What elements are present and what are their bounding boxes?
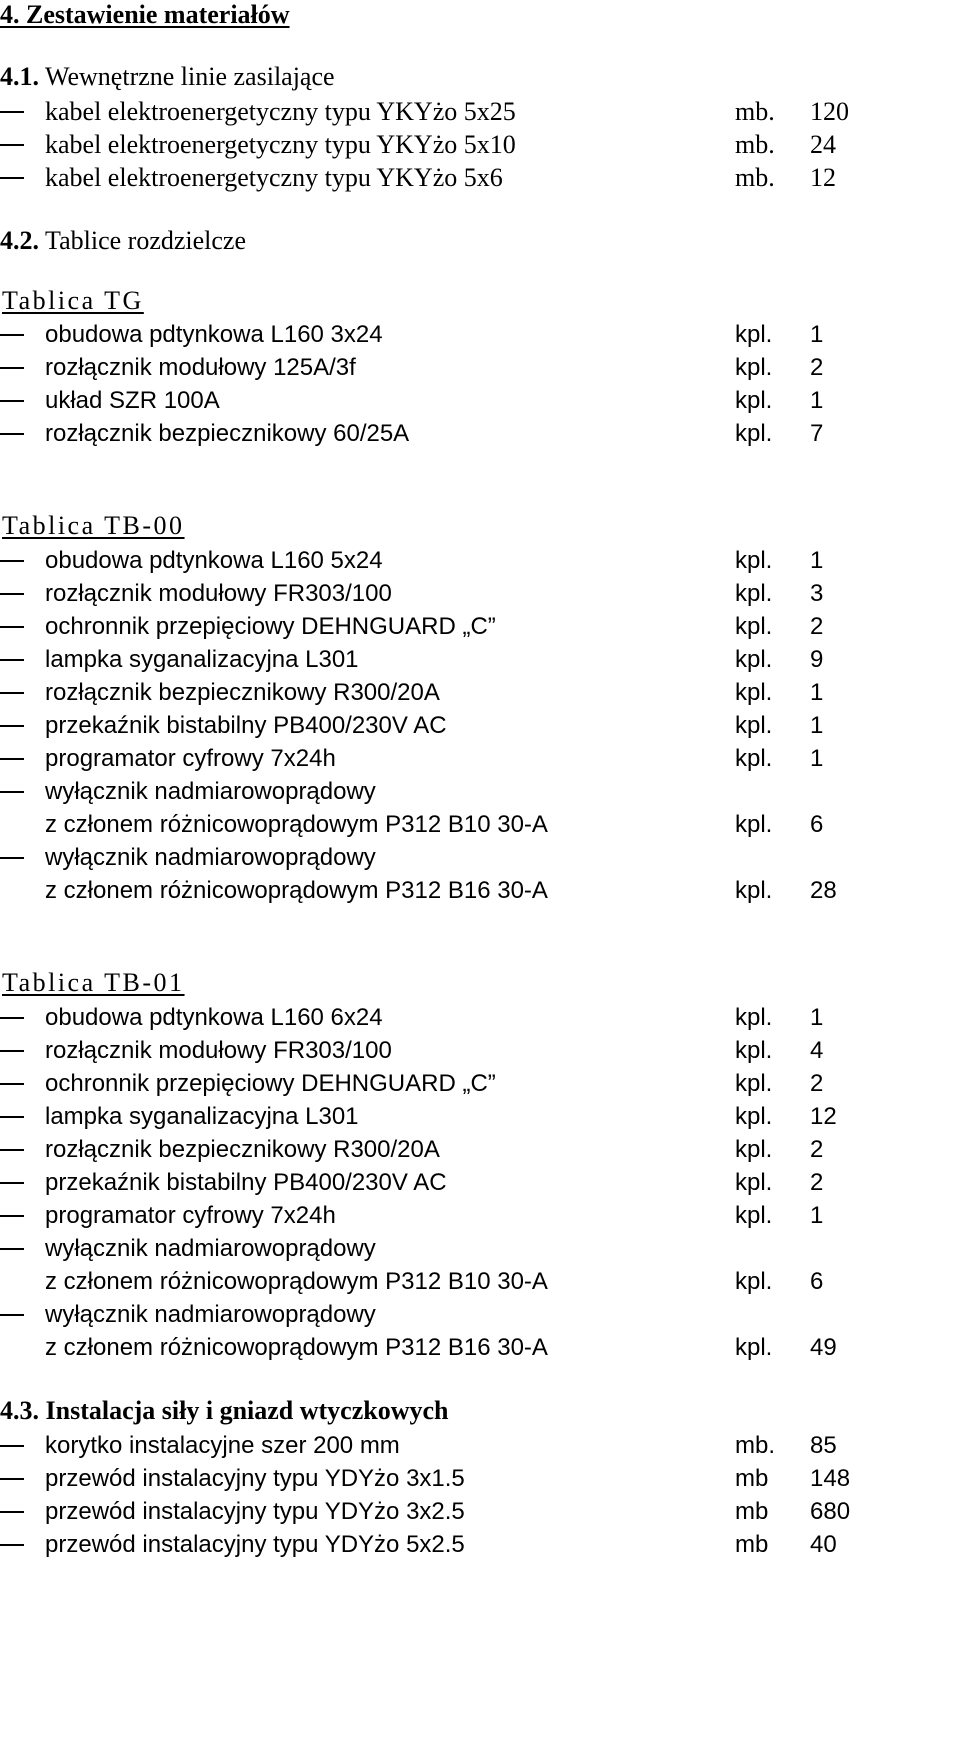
- list-item: [0, 1429, 960, 1462]
- item-qty: 3: [810, 580, 824, 607]
- item-name: kabel elektroenergetyczny typu YKYżo 5x25: [45, 97, 516, 126]
- item-qty: 12: [810, 163, 836, 192]
- item-qty: 4: [810, 1037, 824, 1064]
- item-name: ochronnik przepięciowy DEHNGUARD „C”: [45, 1070, 496, 1097]
- item-unit: kpl.: [735, 321, 773, 348]
- list-item: [0, 610, 960, 643]
- item-unit: kpl.: [735, 387, 773, 414]
- item-qty: 1: [810, 387, 824, 414]
- item-name: lampka syganalizacyjna L301: [45, 646, 359, 673]
- bullet-dash: [0, 857, 24, 859]
- item-unit: kpl.: [735, 580, 773, 607]
- item-qty: 680: [810, 1498, 851, 1525]
- list-item-continuation: [0, 874, 960, 907]
- bullet-dash: [0, 177, 24, 179]
- bullet-dash: [0, 791, 24, 793]
- item-unit: mb.: [735, 163, 775, 192]
- bullet-dash: [0, 1478, 24, 1480]
- item-name-line-2: z członem różnicowoprądowym P312 B10 30-A: [45, 811, 548, 838]
- item-name: rozłącznik modułowy FR303/100: [45, 1037, 392, 1064]
- bullet-dash: [0, 1017, 24, 1019]
- list-item: [0, 544, 960, 577]
- list-item-continuation: [0, 1265, 960, 1298]
- table-heading-tg: Tablica TG: [2, 286, 144, 315]
- item-unit: kpl.: [735, 646, 773, 673]
- item-name: ochronnik przepięciowy DEHNGUARD „C”: [45, 613, 496, 640]
- item-qty: 40: [810, 1531, 837, 1558]
- item-unit: kpl.: [735, 354, 773, 381]
- bullet-dash: [0, 1314, 24, 1316]
- list-item: [0, 1001, 960, 1034]
- bullet-dash: [0, 400, 24, 402]
- list-item: [0, 161, 960, 194]
- list-item: [0, 1462, 960, 1495]
- list-item: [0, 417, 960, 450]
- section-number: 4.1.: [0, 62, 39, 91]
- item-qty: 1: [810, 1004, 824, 1031]
- item-unit: kpl.: [735, 1334, 773, 1361]
- item-unit: kpl.: [735, 679, 773, 706]
- list-item: [0, 577, 960, 610]
- list-item: [0, 1166, 960, 1199]
- list-item: [0, 742, 960, 775]
- item-name: wyłącznik nadmiarowoprądowy: [45, 844, 376, 871]
- list-item: [0, 95, 960, 128]
- bullet-dash: [0, 692, 24, 694]
- section-title: Tablice rozdzielcze: [45, 226, 247, 255]
- item-unit: kpl.: [735, 712, 773, 739]
- item-unit: kpl.: [735, 1268, 773, 1295]
- item-name: przekaźnik bistabilny PB400/230V AC: [45, 712, 447, 739]
- item-unit: mb: [735, 1498, 769, 1525]
- item-name: rozłącznik bezpiecznikowy 60/25A: [45, 420, 410, 447]
- item-name: rozłącznik bezpiecznikowy R300/20A: [45, 679, 440, 706]
- item-qty: 148: [810, 1465, 851, 1492]
- item-name: programator cyfrowy 7x24h: [45, 1202, 336, 1229]
- item-name: obudowa pdtynkowa L160 3x24: [45, 321, 383, 348]
- item-qty: 1: [810, 321, 824, 348]
- item-unit: kpl.: [735, 420, 773, 447]
- bullet-dash: [0, 433, 24, 435]
- list-item: [0, 1100, 960, 1133]
- item-name: przewód instalacyjny typu YDYżo 3x2.5: [45, 1498, 465, 1525]
- bullet-dash: [0, 758, 24, 760]
- item-unit: mb: [735, 1465, 769, 1492]
- list-item: [0, 351, 960, 384]
- item-unit: kpl.: [735, 1004, 773, 1031]
- item-unit: kpl.: [735, 811, 773, 838]
- list-item: [0, 1133, 960, 1166]
- item-name: wyłącznik nadmiarowoprądowy: [45, 1301, 376, 1328]
- item-name-line-2: z członem różnicowoprądowym P312 B16 30-A: [45, 877, 548, 904]
- item-qty: 12: [810, 1103, 837, 1130]
- list-item: [0, 643, 960, 676]
- item-name: lampka syganalizacyjna L301: [45, 1103, 359, 1130]
- section-number: 4.2.: [0, 226, 39, 255]
- bullet-dash: [0, 367, 24, 369]
- item-unit: kpl.: [735, 547, 773, 574]
- bullet-dash: [0, 626, 24, 628]
- item-qty: 7: [810, 420, 824, 447]
- bullet-dash: [0, 1511, 24, 1513]
- item-unit: kpl.: [735, 1202, 773, 1229]
- list-item-continuation: [0, 808, 960, 841]
- bullet-dash: [0, 144, 24, 146]
- list-item: [0, 841, 960, 874]
- list-item: [0, 1232, 960, 1265]
- item-qty: 9: [810, 646, 824, 673]
- item-name: przewód instalacyjny typu YDYżo 5x2.5: [45, 1531, 465, 1558]
- item-name: korytko instalacyjne szer 200 mm: [45, 1432, 400, 1459]
- item-name: przewód instalacyjny typu YDYżo 3x1.5: [45, 1465, 465, 1492]
- item-qty: 2: [810, 354, 824, 381]
- item-name: rozłącznik bezpiecznikowy R300/20A: [45, 1136, 440, 1163]
- item-unit: mb: [735, 1531, 769, 1558]
- bullet-dash: [0, 334, 24, 336]
- item-name: układ SZR 100A: [45, 387, 220, 414]
- bullet-dash: [0, 1248, 24, 1250]
- list-item: [0, 1528, 960, 1561]
- bullet-dash: [0, 1083, 24, 1085]
- bullet-dash: [0, 725, 24, 727]
- item-unit: kpl.: [735, 613, 773, 640]
- item-name: obudowa pdtynkowa L160 5x24: [45, 547, 383, 574]
- list-item: [0, 1495, 960, 1528]
- section-heading-4-1: [0, 62, 335, 92]
- list-item: [0, 775, 960, 808]
- list-item: [0, 1298, 960, 1331]
- item-unit: kpl.: [735, 1169, 773, 1196]
- item-qty: 6: [810, 1268, 824, 1295]
- page-title: 4. Zestawienie materiałów: [0, 0, 290, 29]
- item-name: rozłącznik modułowy 125A/3f: [45, 354, 356, 381]
- item-qty: 6: [810, 811, 824, 838]
- list-item: [0, 676, 960, 709]
- item-qty: 1: [810, 547, 824, 574]
- item-name: rozłącznik modułowy FR303/100: [45, 580, 392, 607]
- item-unit: kpl.: [735, 745, 773, 772]
- item-qty: 2: [810, 1136, 824, 1163]
- item-unit: kpl.: [735, 1103, 773, 1130]
- bullet-dash: [0, 1182, 24, 1184]
- section-number: 4.3.: [0, 1396, 39, 1425]
- bullet-dash: [0, 111, 24, 113]
- bullet-dash: [0, 560, 24, 562]
- item-unit: kpl.: [735, 1136, 773, 1163]
- bullet-dash: [0, 593, 24, 595]
- section-heading-4-3: [0, 1396, 449, 1426]
- section-title: Wewnętrzne linie zasilające: [45, 62, 335, 91]
- item-qty: 1: [810, 712, 824, 739]
- item-name-line-2: z członem różnicowoprądowym P312 B10 30-A: [45, 1268, 548, 1295]
- item-qty: 2: [810, 613, 824, 640]
- item-name: wyłącznik nadmiarowoprądowy: [45, 778, 376, 805]
- item-name: wyłącznik nadmiarowoprądowy: [45, 1235, 376, 1262]
- list-item: [0, 318, 960, 351]
- item-name: kabel elektroenergetyczny typu YKYżo 5x10: [45, 130, 516, 159]
- item-unit: kpl.: [735, 1070, 773, 1097]
- item-unit: mb.: [735, 1432, 776, 1459]
- item-qty: 1: [810, 745, 824, 772]
- list-item: [0, 1199, 960, 1232]
- section-heading-4-2: [0, 226, 246, 256]
- item-unit: mb.: [735, 130, 775, 159]
- item-unit: kpl.: [735, 877, 773, 904]
- list-item-continuation: [0, 1331, 960, 1364]
- item-qty: 2: [810, 1169, 824, 1196]
- table-heading-tb-01: Tablica TB-01: [2, 968, 185, 997]
- list-item: [0, 1034, 960, 1067]
- table-heading-tb-00: Tablica TB-00: [2, 511, 185, 540]
- item-unit: kpl.: [735, 1037, 773, 1064]
- bullet-dash: [0, 1544, 24, 1546]
- item-name-line-2: z członem różnicowoprądowym P312 B16 30-A: [45, 1334, 548, 1361]
- item-qty: 28: [810, 877, 837, 904]
- bullet-dash: [0, 1116, 24, 1118]
- item-name: przekaźnik bistabilny PB400/230V AC: [45, 1169, 447, 1196]
- bullet-dash: [0, 1215, 24, 1217]
- item-name: obudowa pdtynkowa L160 6x24: [45, 1004, 383, 1031]
- bullet-dash: [0, 1445, 24, 1447]
- list-item: [0, 1067, 960, 1100]
- item-qty: 49: [810, 1334, 837, 1361]
- list-item: [0, 709, 960, 742]
- bullet-dash: [0, 1149, 24, 1151]
- item-qty: 1: [810, 1202, 824, 1229]
- item-qty: 2: [810, 1070, 824, 1097]
- bullet-dash: [0, 1050, 24, 1052]
- section-title: Instalacja siły i gniazd wtyczkowych: [45, 1396, 449, 1425]
- item-qty: 120: [810, 97, 849, 126]
- item-unit: mb.: [735, 97, 775, 126]
- list-item: [0, 384, 960, 417]
- item-qty: 85: [810, 1432, 837, 1459]
- item-name: programator cyfrowy 7x24h: [45, 745, 336, 772]
- list-item: [0, 128, 960, 161]
- item-qty: 24: [810, 130, 836, 159]
- item-qty: 1: [810, 679, 824, 706]
- item-name: kabel elektroenergetyczny typu YKYżo 5x6: [45, 163, 503, 192]
- bullet-dash: [0, 659, 24, 661]
